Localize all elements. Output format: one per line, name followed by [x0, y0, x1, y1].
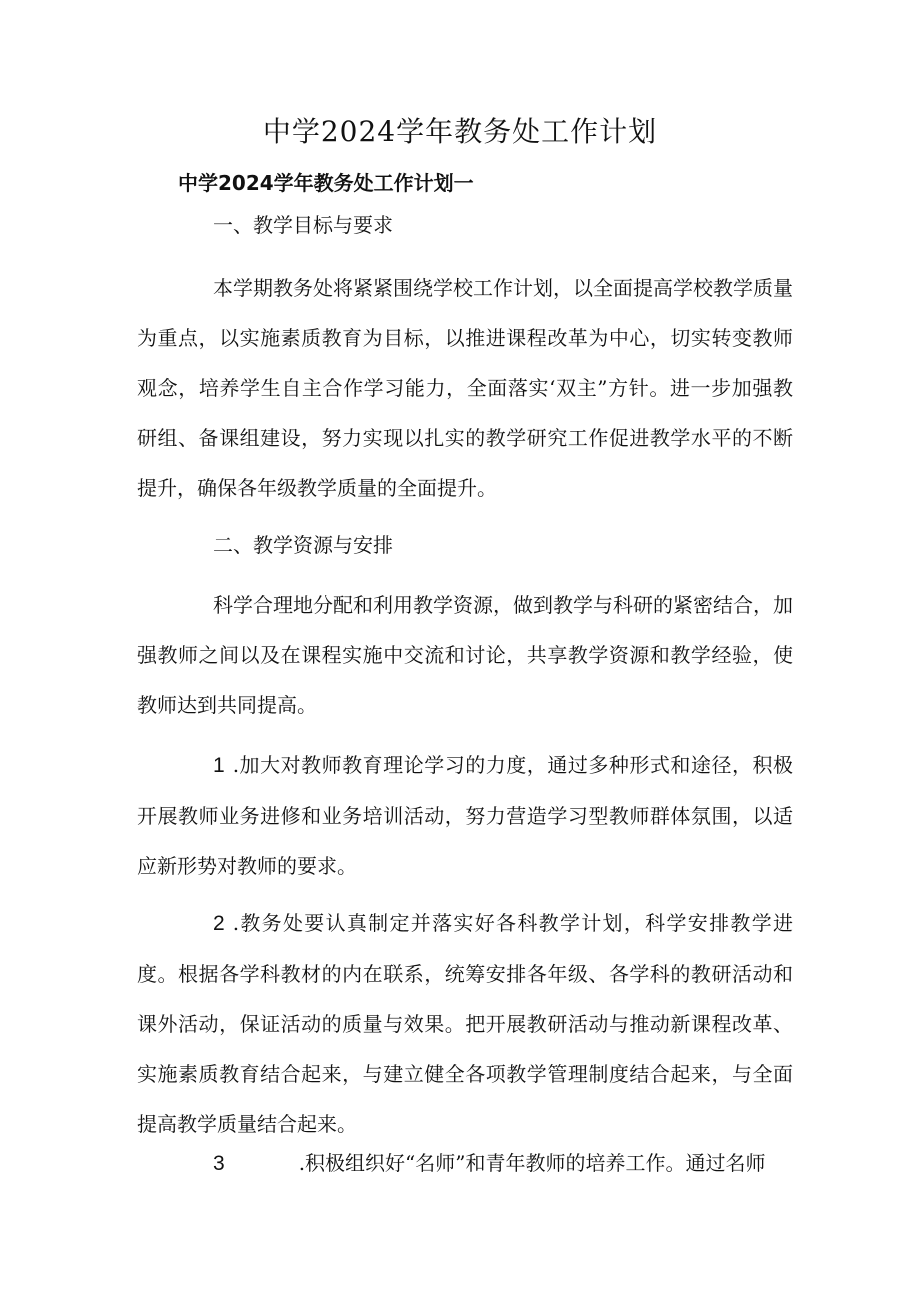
list-item-text: .教务处要认真制定并落实好各科教学计划，科学安排教学进度。根据各学科教材的内在联系，统筹安排各年级、各学科的教研活动和课外活动，保证活动的质量与效果。把开展教研活动与推动新课程改革、实施素质教育结合起来，与建立健全各项教学管理制度结合起来，与全面提高教学质量结合起来。: [137, 911, 793, 1136]
list-item-text: .积极组织好“名师”和青年教师的培养工作。通过名师: [298, 1151, 766, 1175]
list-item-1: [137, 740, 793, 891]
section-heading-2: 二、教学资源与安排: [213, 533, 393, 557]
list-item-3: [137, 1138, 793, 1189]
list-item-2: [137, 898, 793, 1149]
section-heading-1: 一、教学目标与要求: [213, 213, 393, 237]
list-item-text: .加大对教师教育理论学习的力度，通过多种形式和途径，积极开展教师业务进修和业务培训活动，努力营造学习型教师群体氛围，以适应新形势对教师的要求。: [137, 753, 793, 878]
document-subtitle: 中学2024学年教务处工作计划一: [178, 171, 474, 195]
list-item-number: 3: [213, 1152, 225, 1175]
section-paragraph-1: 本学期教务处将紧紧围绕学校工作计划，以全面提高学校教学质量为重点，以实施素质教育为目标，以推进课程改革为中心，切实转变教师观念，培养学生自主合作学习能力，全面落实‘双主”方针。进一步加强教研组、备课组建设，努力实现以扎实的教学研究工作促进教学水平的不断提升，确保各年级教学质量的全面提升。: [137, 276, 793, 500]
document-title: 中学2024学年教务处工作计划: [262, 115, 658, 148]
list-item-number: 1: [213, 754, 225, 777]
list-item-number: 2: [213, 912, 225, 935]
section-paragraph-2: 科学合理地分配和利用教学资源，做到教学与科研的紧密结合，加强教师之间以及在课程实施中交流和讨论，共享教学资源和教学经验，使教师达到共同提高。: [137, 593, 793, 717]
